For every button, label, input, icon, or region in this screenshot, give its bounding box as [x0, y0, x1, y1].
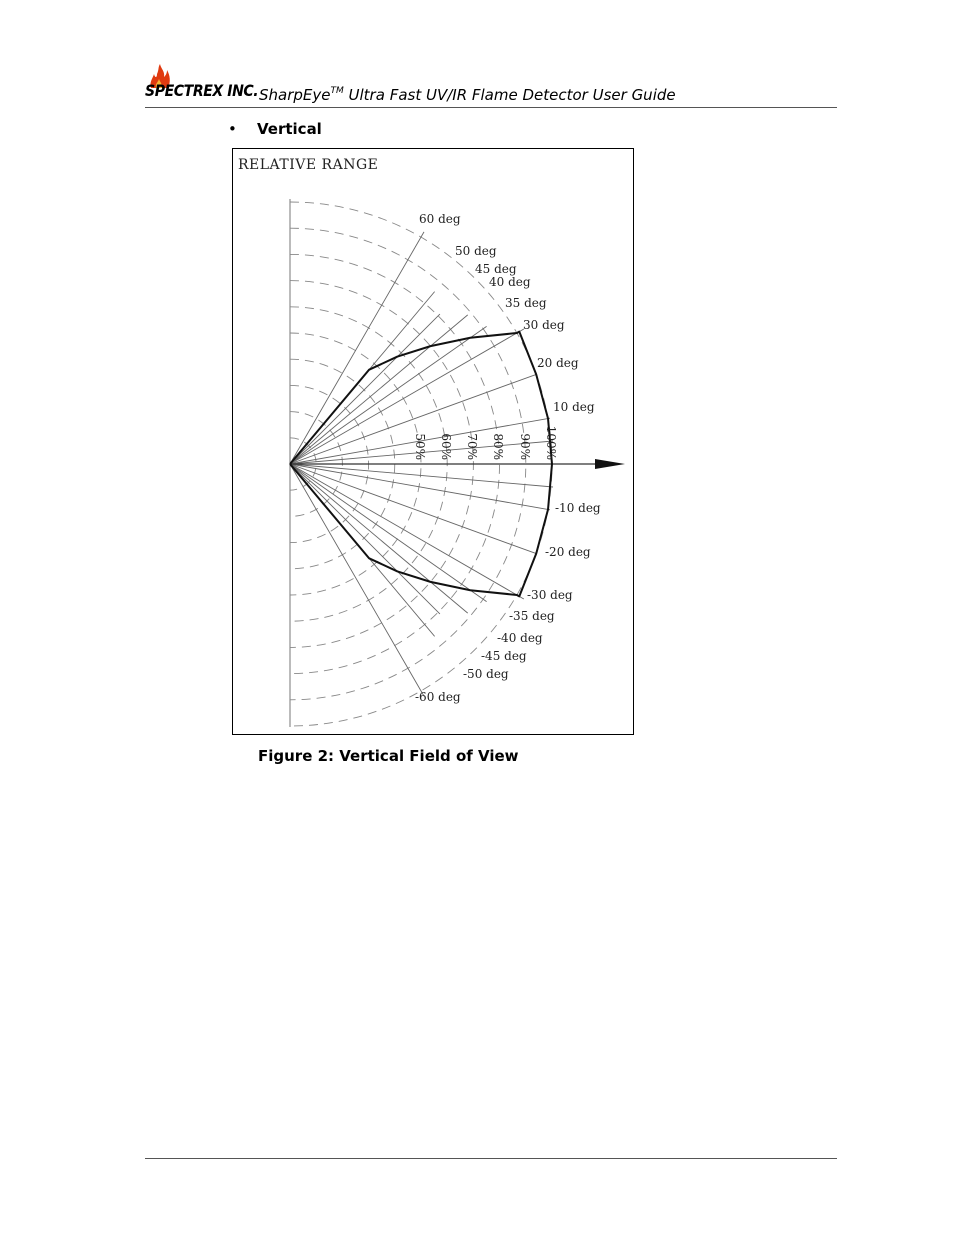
angle-label-10-deg: 10 deg [553, 400, 595, 414]
axis-arrow [595, 459, 625, 469]
angle-label--20-deg: -20 deg [545, 545, 591, 559]
angle-ray--60 [290, 464, 424, 696]
figure-caption: Figure 2: Vertical Field of View [258, 747, 519, 765]
spectrex-logo [145, 64, 257, 104]
angle-label--45-deg: -45 deg [481, 649, 527, 663]
angle-label--30-deg: -30 deg [527, 588, 573, 602]
figure-frame [232, 148, 634, 735]
chart-title: RELATIVE RANGE [238, 157, 379, 173]
angle-ray--40 [290, 464, 468, 613]
footer-rule [145, 1158, 837, 1159]
document-title [259, 86, 676, 104]
trademark-sup: TM [330, 86, 344, 96]
bullet-mark: • [228, 120, 237, 138]
section-label: Vertical [257, 120, 322, 138]
title-suffix: Ultra Fast UV/IR Flame Detector User Guide [343, 86, 676, 104]
header-rule [145, 107, 837, 108]
range-label-90pct: 90% [518, 433, 532, 460]
range-label-100pct: 100% [544, 425, 558, 460]
angle-label--60-deg: -60 deg [415, 690, 461, 704]
angle-ray--5 [290, 464, 553, 487]
angle-label-35-deg: 35 deg [505, 296, 547, 310]
angle-label-60-deg: 60 deg [419, 212, 461, 226]
page-header [145, 64, 837, 108]
range-label-50pct: 50% [413, 433, 427, 460]
angle-label-50-deg: 50 deg [455, 244, 497, 258]
angle-label-45-deg: 45 deg [475, 262, 517, 276]
angle-label--10-deg: -10 deg [555, 501, 601, 515]
angle-label-40-deg: 40 deg [489, 275, 531, 289]
range-label-70pct: 70% [465, 433, 479, 460]
range-label-60pct: 60% [439, 433, 453, 460]
logo-text: SPECTREX INC. [145, 81, 259, 100]
range-label-80pct: 80% [491, 433, 505, 460]
angle-ray-60 [290, 232, 424, 464]
angle-label-30-deg: 30 deg [523, 318, 565, 332]
angle-label--50-deg: -50 deg [463, 667, 509, 681]
angle-label--35-deg: -35 deg [509, 609, 555, 623]
relative-range-chart [233, 149, 632, 733]
title-prefix: SharpEye [259, 86, 331, 104]
angle-label--40-deg: -40 deg [497, 631, 543, 645]
angle-label-20-deg: 20 deg [537, 356, 579, 370]
